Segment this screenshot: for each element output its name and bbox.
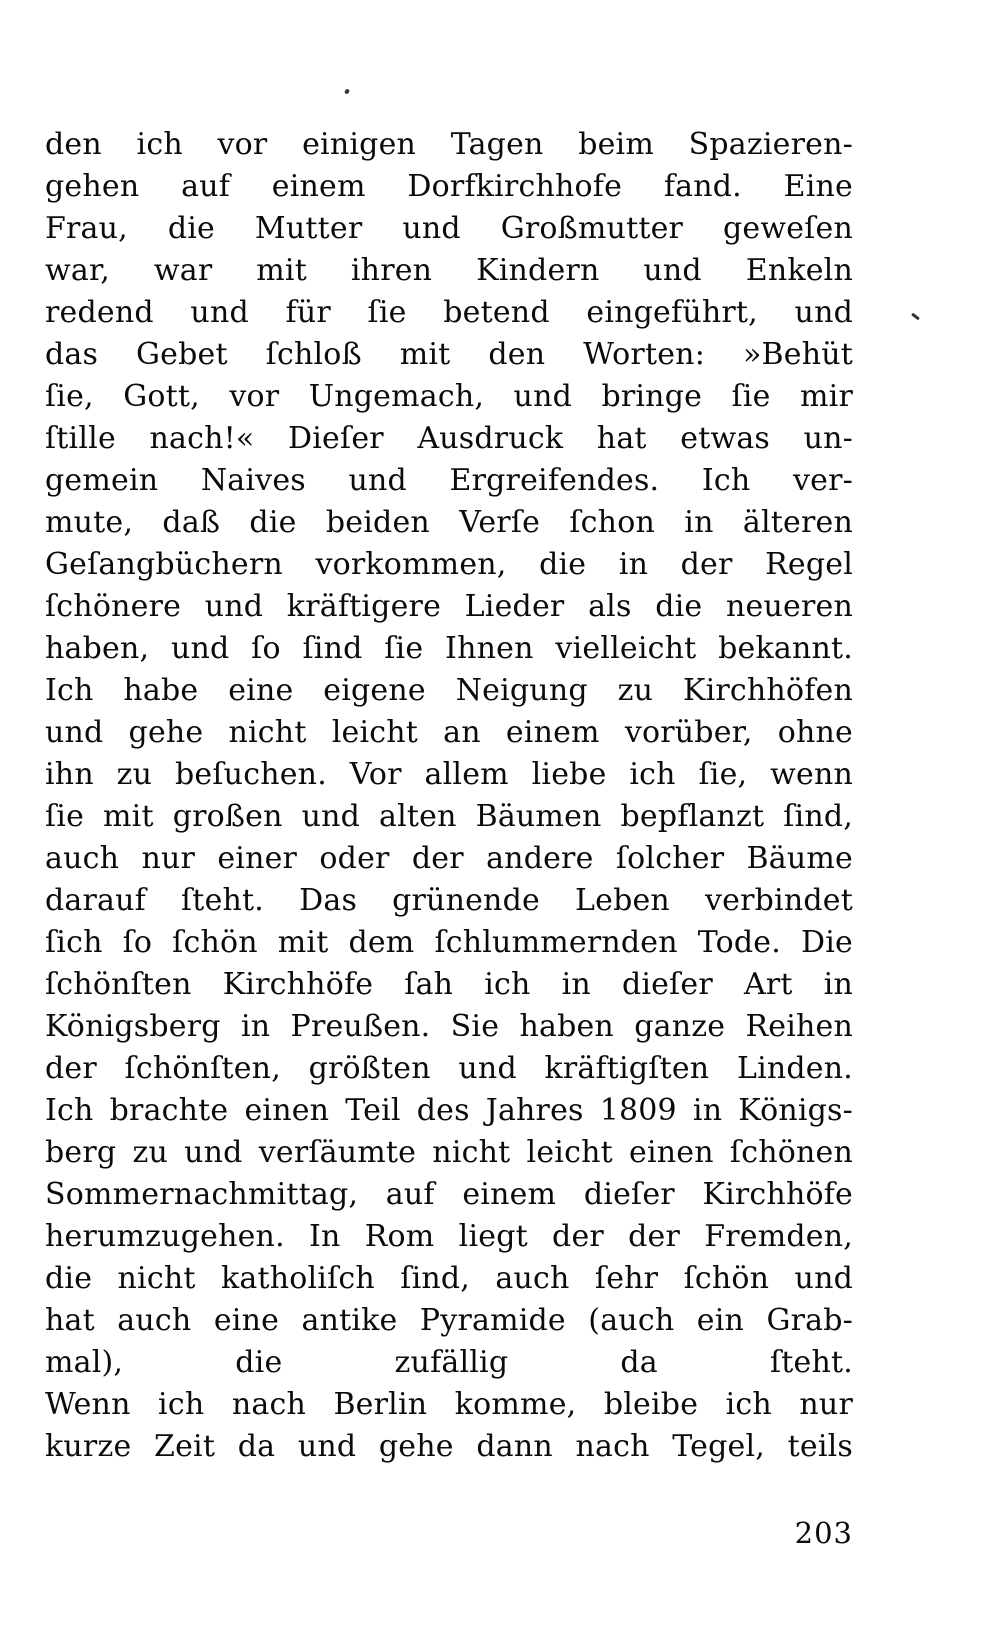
- ink-speck: [911, 313, 920, 321]
- text-line: darauf ſteht. Das grünende Leben verbindet: [45, 883, 853, 918]
- text-line: mal), die zufällig da ſteht.: [45, 1345, 853, 1380]
- text-line: das Gebet ſchloß mit den Worten: »Behüt: [45, 337, 853, 372]
- text-line: ihn zu beſuchen. Vor allem liebe ich ſie, wenn: [45, 757, 853, 792]
- text-line: Geſangbüchern vorkommen, die in der Regel: [45, 547, 853, 582]
- text-line: war, war mit ihren Kindern und Enkeln: [45, 253, 853, 288]
- text-line: ſie, Gott, vor Ungemach, und bringe ſie mir: [45, 379, 853, 414]
- paragraph: [45, 124, 853, 1384]
- paragraph: [45, 1384, 853, 1468]
- text-line: mute, daß die beiden Verſe ſchon in älteren: [45, 505, 853, 540]
- text-line: kurze Zeit da und gehe dann nach Tegel, teils: [45, 1429, 853, 1464]
- text-line: auch nur einer oder der andere ſolcher Bäume: [45, 841, 853, 876]
- text-line: und gehe nicht leicht an einem vorüber, ohne: [45, 715, 853, 750]
- text-line: berg zu und verſäumte nicht leicht einen ſchönen: [45, 1135, 853, 1170]
- text-line: ſchönere und kräftigere Lieder als die neueren: [45, 589, 853, 624]
- text-line: ſtille nach!« Dieſer Ausdruck hat etwas un-: [45, 421, 853, 456]
- text-line: der ſchönſten, größten und kräftigſten Linden.: [45, 1051, 853, 1086]
- text-line: gehen auf einem Dorfkirchhofe fand. Eine: [45, 169, 853, 204]
- text-line: redend und für ſie betend eingeführt, und: [45, 295, 853, 330]
- text-line: die nicht katholiſch ſind, auch ſehr ſchön und: [45, 1261, 853, 1296]
- page-number: 203: [794, 1516, 853, 1550]
- text-line: Königsberg in Preußen. Sie haben ganze Reihen: [45, 1009, 853, 1044]
- text-line: ſchönſten Kirchhöfe ſah ich in dieſer Art in: [45, 967, 853, 1002]
- text-line: Ich brachte einen Teil des Jahres 1809 in Königs-: [45, 1093, 853, 1128]
- text-line: herumzugehen. In Rom liegt der der Fremden,: [45, 1219, 853, 1254]
- body-text: [45, 124, 853, 1468]
- text-line: haben, und ſo ſind ſie Ihnen vielleicht bekannt.: [45, 631, 853, 666]
- text-line: gemein Naives und Ergreifendes. Ich ver-: [45, 463, 853, 498]
- text-line: Frau, die Mutter und Großmutter geweſen: [45, 211, 853, 246]
- ink-speck: [344, 88, 350, 94]
- text-line: ſich ſo ſchön mit dem ſchlummernden Tode. Die: [45, 925, 853, 960]
- text-line: den ich vor einigen Tagen beim Spazieren-: [45, 127, 853, 162]
- text-line: Ich habe eine eigene Neigung zu Kirchhöfen: [45, 673, 853, 708]
- text-line: Wenn ich nach Berlin komme, bleibe ich nur: [45, 1387, 853, 1422]
- text-line: Sommernachmittag, auf einem dieſer Kirchhöfe: [45, 1177, 853, 1212]
- text-line: ſie mit großen und alten Bäumen bepflanzt ſind,: [45, 799, 853, 834]
- text-line: hat auch eine antike Pyramide (auch ein Grab-: [45, 1303, 853, 1338]
